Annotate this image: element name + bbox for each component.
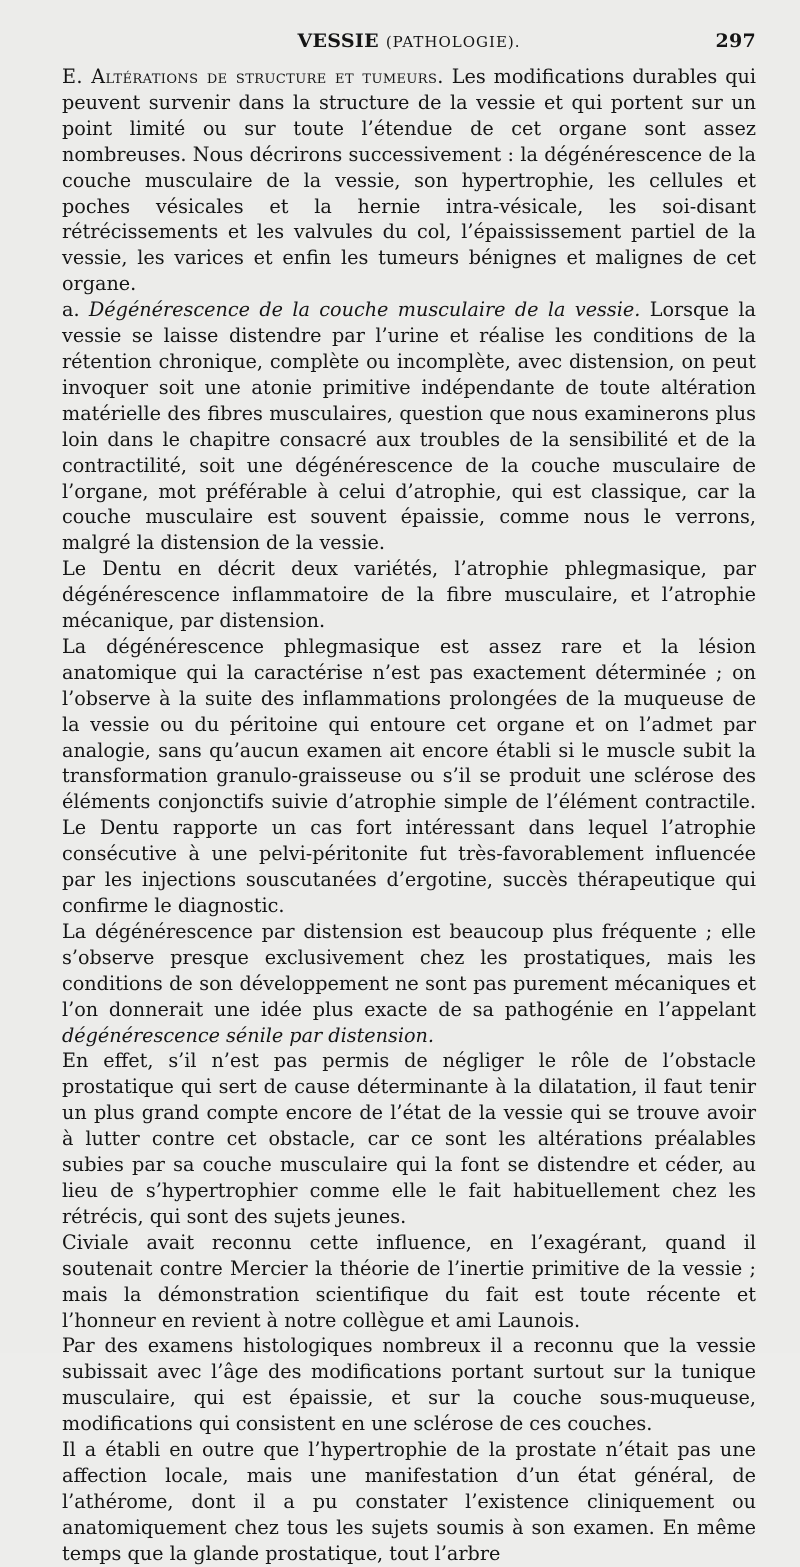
paragraph-text: Il a établi en outre que l’hypertrophie de la prostate n’était pas une affection locale, mais une manifestation d’un état général, de l’athérome, dont il a pu constater l’existence cliniquement ou anatomiquement chez tous les sujets soumis à son examen. En même temps que la glande prostatique, tout l’arbre [62,1438,756,1565]
paragraph [62,634,756,919]
paragraph-text: Civiale avait reconnu cette influence, en l’exagérant, quand il soutenait contre Mercier la théorie de l’inertie primitive de la vessie ; mais la démonstration scientifique du fait est toute récente et l’honneur en revient à notre collègue et ami Launois. [62,1230,756,1332]
paragraph-text: Les modifications durables qui peuvent survenir dans la structure de la vessie et qui portent sur un point limité ou sur toute l’étendue de cet organe sont assez nombreuses. Nous décrirons successivement : la dégénérescence de la couche musculaire de la vessie, son hypertrophie, les cellules et poches vésicales et la hernie intra-vésicale, les soi-disant rétrécissements et les valvules du col, l’épaississement partiel de la vessie, les varices et enfin les tumeurs bénignes et malignes de cet organe. [62,65,756,296]
running-title-sub: (PATHOLOGIE). [385,33,521,51]
paragraph [62,1048,756,1229]
paragraph-text: La dégénérescence par distension est beaucoup plus fréquente ; elle s’observe presque exclusivement chez les prostatiques, mais les conditions de son développement ne sont pas purement mécaniques et l’on donnerait une idée plus exacte de sa pathogénie en l’appelant [62,919,756,1021]
paragraph [62,64,756,297]
section-heading: E. Altérations de structure et tumeurs. [62,65,444,88]
paragraph [62,297,756,556]
subsection-heading: Dégénérescence de la couche musculaire de la vessie. [79,298,641,322]
paragraph [62,1333,756,1437]
running-title [62,30,756,52]
paragraph [62,1230,756,1334]
page-number: 297 [715,30,756,52]
page-header [62,30,756,64]
paragraph [62,1437,756,1567]
paragraph-text: Le Dentu en décrit deux variétés, l’atrophie phlegmasique, par dégénérescence inflammatoire de la fibre musculaire, et l’atrophie mécanique, par distension. [62,557,756,633]
paragraph [62,556,756,634]
paragraph [62,919,756,1049]
paragraph-text: La dégénérescence phlegmasique est assez rare et la lésion anatomique qui la caractérise n’est pas exactement déterminée ; on l’observe à la suite des inflammations prolongées de la muqueuse de la vessie ou du péritoine qui entoure cet organe et on l’admet par analogie, sans qu’aucun examen ait encore établi si le muscle subit la transformation granulo-graisseuse ou s’il se produit une sclérose des éléments conjonctifs suivie d’atrophie simple de l’élément contractile. Le Dentu rapporte un cas fort intéressant dans lequel l’atrophie consécutive à une pelvi-péritonite fut très-favorablement influencée par les injections souscutanées d’ergotine, succès thérapeutique qui confirme le diagnostic. [62,634,756,917]
page-body [62,64,756,1567]
italic-term: dégénérescence sénile par distension. [62,1023,434,1047]
paragraph-text: En effet, s’il n’est pas permis de négliger le rôle de l’obstacle prostatique qui sert de cause déterminante à la dilatation, il faut tenir un plus grand compte encore de l’état de la vessie qui se trouve avoir à lutter contre cet obstacle, car ce sont les altérations préalables subies par sa couche musculaire qui la font se distendre et céder, au lieu de s’hypertrophier comme elle le fait habituellement chez les rétrécis, qui sont des sujets jeunes. [62,1049,756,1228]
subsection-marker: a. [62,298,80,322]
paragraph-text: Par des examens histologiques nombreux il a reconnu que la vessie subissait avec l’âge des modifications portant surtout sur la tunique musculaire, qui est épaissie, et sur la couche sous-muqueuse, modifications qui consistent en une sclérose de ces couches. [62,1334,756,1436]
paragraph-text: Lorsque la vessie se laisse distendre par l’urine et réalise les conditions de la rétention chronique, complète ou incomplète, avec distension, on peut invoquer soit une atonie primitive indépendante de toute altération matérielle des fibres musculaires, question que nous examinerons plus loin dans le chapitre consacré aux troubles de la sensibilité et de la contractilité, soit une dégénérescence de la couche musculaire de l’organe, mot préférable à celui d’atrophie, qui est classique, car la couche musculaire est souvent épaissie, comme nous le verrons, malgré la distension de la vessie. [62,298,756,555]
running-title-main: VESSIE [297,30,379,52]
